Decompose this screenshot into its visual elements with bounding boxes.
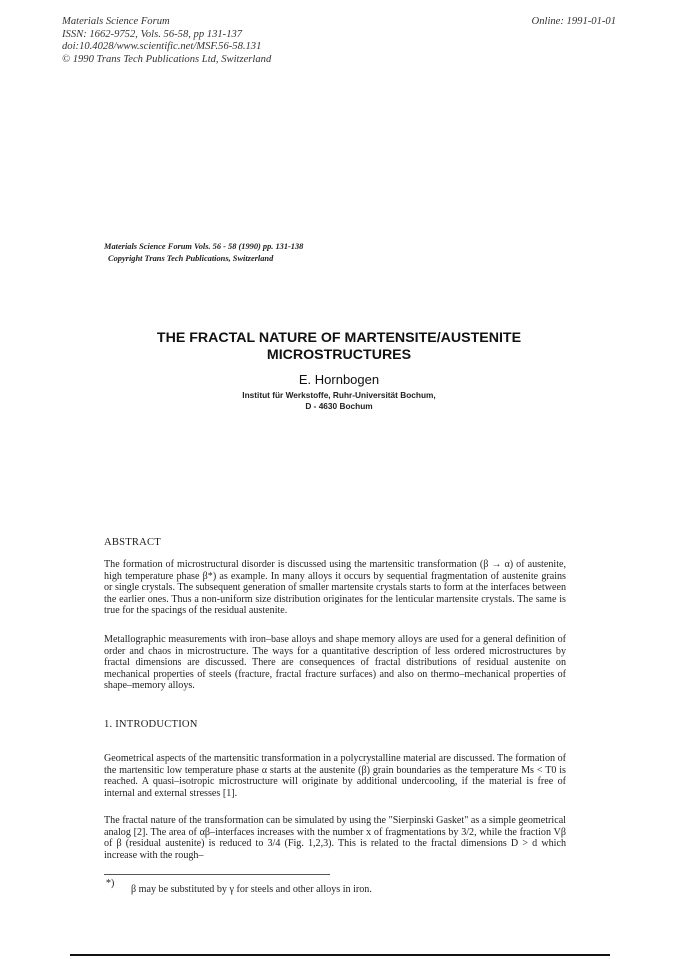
title-line: MICROSTRUCTURES	[266, 347, 412, 363]
title-line: THE FRACTAL NATURE OF MARTENSITE/AUSTENITE	[156, 330, 522, 346]
online-date: Online: 1991-01-01	[531, 16, 616, 27]
journal-issn: ISSN: 1662-9752, Vols. 56-58, pp 131-137	[62, 28, 243, 40]
affiliation-line: Institut für Werkstoffe, Ruhr-Universität Bochum,	[242, 390, 436, 400]
abstract-paragraph: Metallographic measurements with iron–base alloys and shape memory alloys are used for a general definition of order and chaos in microstructure. The ways for a quantitative description of less ordered microstructures by fractal dimensions are discussed. There are consequences of fractal distributions of residual austenite on mechanical properties of steels (fracture, fractal fracture surfaces) and also on thermo–mechanical properties of shape–memory alloys.	[104, 634, 566, 692]
abstract-heading: ABSTRACT	[104, 537, 161, 548]
journal-metadata	[62, 16, 271, 66]
paper-title	[0, 330, 678, 364]
footnote-marker: *)	[106, 878, 115, 889]
affiliation	[0, 390, 678, 412]
page-bottom-rule	[70, 954, 610, 956]
affiliation-line: D - 4630 Bochum	[305, 401, 373, 411]
body-paragraph: The fractal nature of the transformation can be simulated by using the "Sierpinski Gasket" as a simple geometrical analog [2]. The area of αβ–interfaces increases with the number x of fragmentations by 3/2, while the fraction Vβ of β (residual austenite) is reduced to 3/4 (Fig. 1,2,3). This is related to the fractal dimensions D > d which increase with the rough–	[104, 815, 566, 861]
section-heading: 1. INTRODUCTION	[104, 719, 198, 730]
body-paragraph: Geometrical aspects of the martensitic transformation in a polycrystalline material are discussed. The formation of the martensitic low temperature phase α starts at the austenite (β) grain boundaries as the temperature Ms < T0 is reached. A quasi–isotropic microstructure will originate by additional undercooling, if the material is free of internal and external stresses [1].	[104, 753, 567, 799]
journal-doi: doi:10.4028/www.scientific.net/MSF.56-58.131	[62, 41, 262, 53]
footnote-text: β may be substituted by γ for steels and other alloys in iron.	[131, 884, 372, 895]
author-name: E. Hornbogen	[298, 372, 380, 387]
footnote-divider	[104, 874, 330, 875]
journal-reference	[104, 241, 303, 264]
journal-reference-line: Materials Science Forum Vols. 56 - 58 (1990) pp. 131-138	[104, 242, 304, 251]
abstract-paragraph: The formation of microstructural disorder is discussed using the martensitic transformation (β → α) of austenite, high temperature phase β*) as example. In many alloys it occurs by sequential fragmentation of austenite grains or single crystals. The subsequent generation of smaller martensite crystals starts to form at the interfaces between the earlier ones. Thus a non-uniform size distribution originates for the lenticular martensite crystals. The same is true for the spacings of the residual austenite.	[104, 559, 566, 617]
copyright-line: Copyright Trans Tech Publications, Switzerland	[108, 253, 274, 263]
journal-name: Materials Science Forum	[62, 16, 170, 27]
journal-copyright: © 1990 Trans Tech Publications Ltd, Switzerland	[62, 53, 272, 65]
